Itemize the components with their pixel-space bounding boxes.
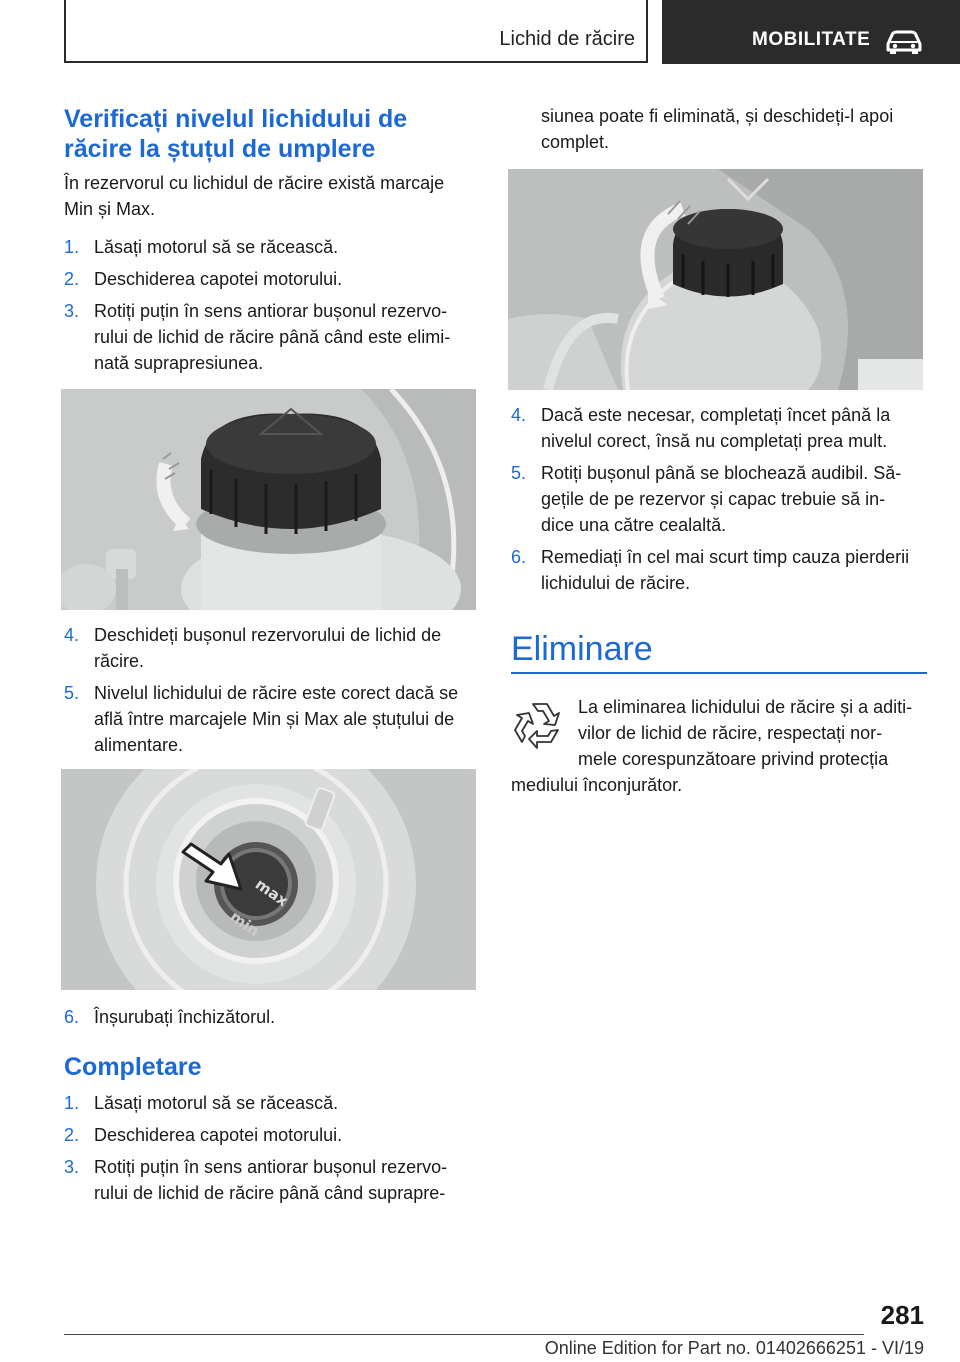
chapter-title: MOBILITATE [752,29,871,50]
max-mark-label: max [251,874,292,911]
note-line-3: mele corespunzătoare privind protecția [578,749,889,769]
note-line-4: mediului înconjurător. [511,775,683,795]
step-text: Nivelul lichidului de răcire este corect dacă se [94,683,459,703]
photo-filler-neck [61,769,476,990]
disposal-note [578,694,928,772]
step-text: Deschiderea capotei motorului. [94,269,343,289]
step-number: 4. [511,405,527,425]
note-line-1: La eliminarea lichidului de răcire și a aditi- [578,697,913,717]
min-mark-label: min [226,907,263,941]
step-text: răcire. [94,651,145,671]
step-text: nivelul corect, însă nu completați prea mult. [541,431,888,451]
continued-paragraph [541,103,941,155]
footer-divider [64,1334,864,1335]
page-number: 281 [880,1300,924,1330]
step-number: 2. [64,269,80,289]
step-text: Deschideți bușonul rezervorului de lichid de [94,625,442,645]
step-number: 5. [64,683,80,703]
step-text: lichidului de răcire. [541,573,691,593]
step-number: 4. [64,625,80,645]
section-divider [511,672,927,674]
title-line-1: Verificați nivelul lichidului de [64,105,408,133]
step-text: Rotiți puțin în sens antiorar bușonul rezervo- [94,301,448,321]
photo-coolant-cap [61,389,476,610]
step-text: Rotiți puțin în sens antiorar bușonul rezervo- [94,1157,448,1177]
eliminare-title [511,629,927,669]
step-text: Lăsați motorul să se răcească. [94,237,339,257]
step-number: 2. [64,1125,80,1145]
step-number: 3. [64,1157,80,1177]
step-text: Deschiderea capotei motorului. [94,1125,343,1145]
step-text: Înșurubați închizătorul. [94,1007,276,1027]
step-text: Lăsați motorul să se răcească. [94,1093,339,1113]
completare-title [64,1052,474,1082]
check-section-title [64,104,474,164]
step-number: 1. [64,1093,80,1113]
step-text: Dacă este necesar, completați încet până la [541,405,891,425]
intro-line-2: Min și Max. [64,199,156,219]
cont-line-1: siunea poate fi eliminată, și deschideți-l apoi [541,106,894,126]
step-text: gețile de pe rezervor și capac trebuie să in- [541,489,886,509]
step-text: Rotiți bușonul până se blochează audibil. Să- [541,463,902,483]
disposal-note-end [511,772,927,798]
title-line-2: răcire la ștuțul de umplere [64,135,376,163]
step-number: 1. [64,237,80,257]
step-number: 3. [64,301,80,321]
photo-coolant-reservoir [508,169,923,390]
step-text: dice una către cealaltă. [541,515,727,535]
eliminare-heading: Eliminare [511,630,653,668]
intro-line-1: În rezervorul cu lichidul de răcire există marcaje [64,173,445,193]
step-number: 6. [64,1007,80,1027]
step-text: Remediați în cel mai scurt timp cauza pierderii [541,547,910,567]
step-number: 5. [511,463,527,483]
section-title: Lichid de răcire [499,28,635,50]
step-text: alimentare. [94,735,184,755]
recycle-icon [514,698,566,750]
step-text: află între marcajele Min și Max ale ștuțului de [94,709,455,729]
edition-text: Online Edition for Part no. 01402666251 - VI/19 [544,1338,924,1358]
intro-paragraph [64,170,484,222]
step-number: 6. [511,547,527,567]
cont-line-2: complet. [541,132,610,152]
completare-heading: Completare [64,1053,202,1081]
step-text: rului de lichid de răcire până când este elimi- [94,327,451,347]
step-text: rului de lichid de răcire până când suprapre- [94,1183,446,1203]
car-icon [884,28,924,54]
step-text: nată suprapresiunea. [94,353,264,373]
note-line-2: vilor de lichid de răcire, respectați nor- [578,723,883,743]
